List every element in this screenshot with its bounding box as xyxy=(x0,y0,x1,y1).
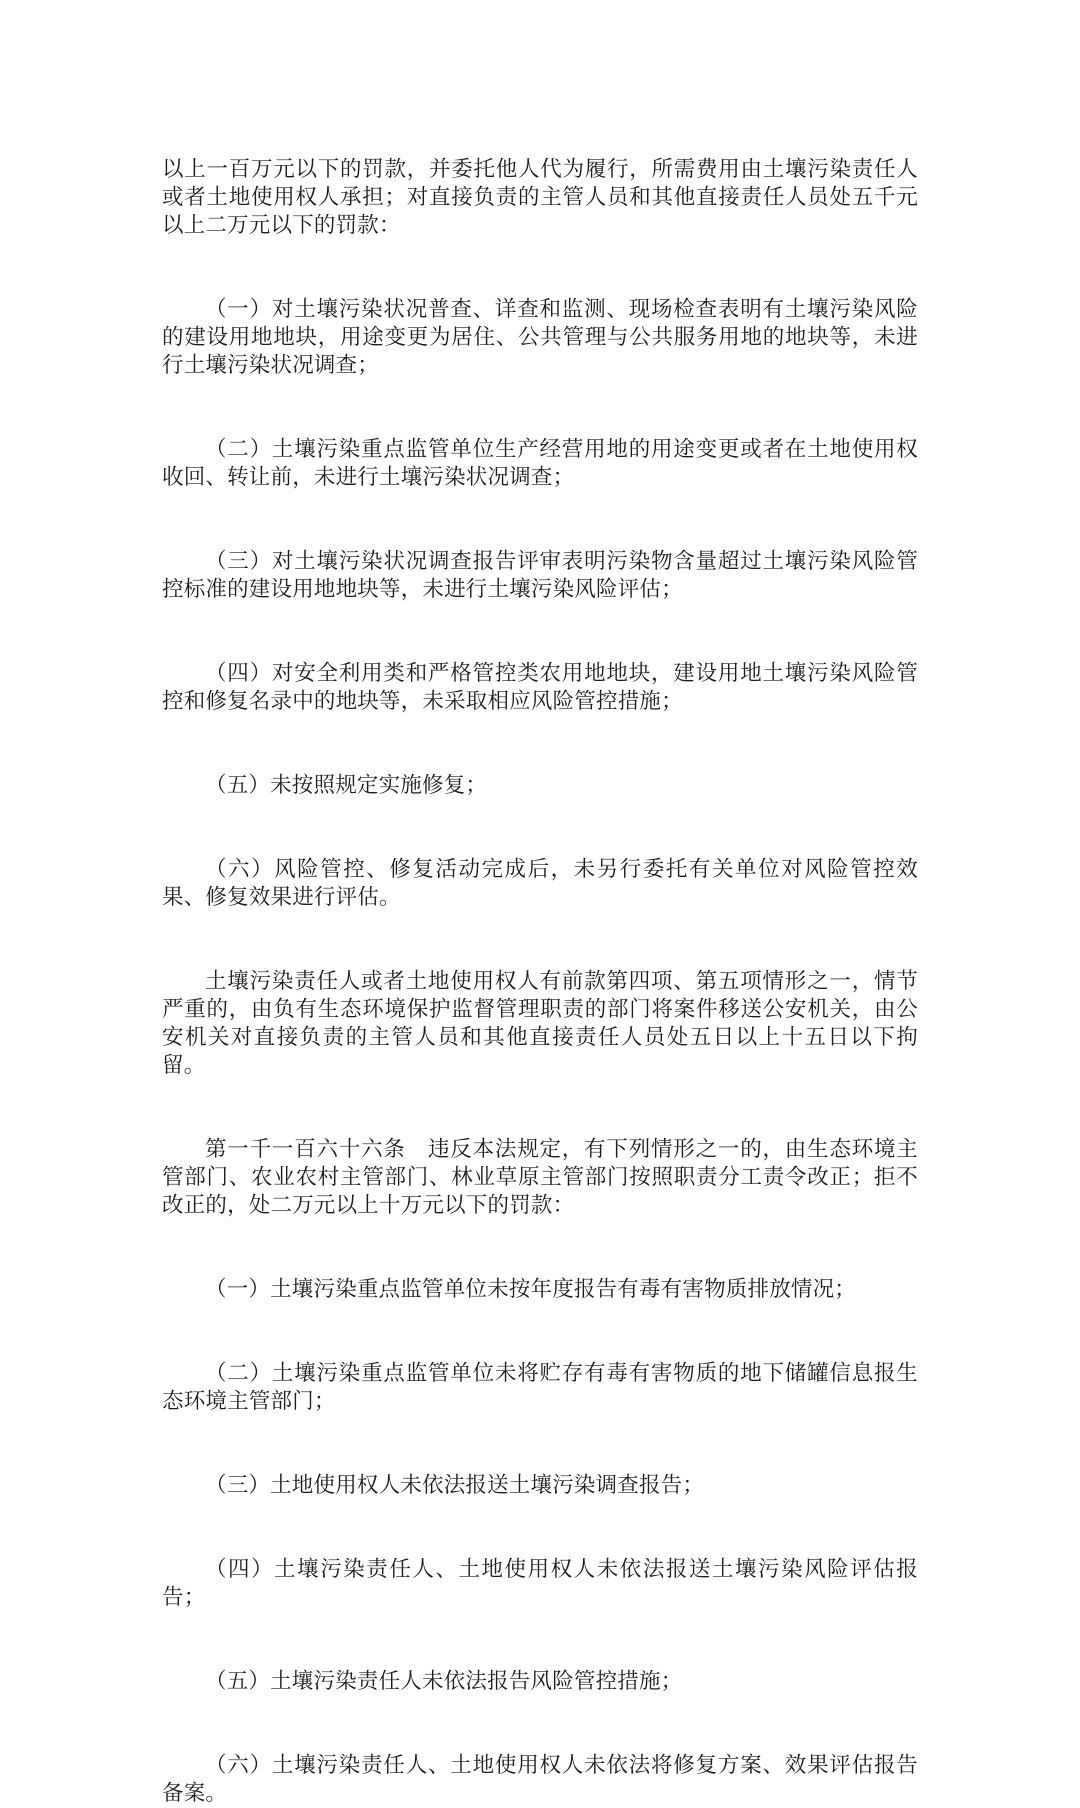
paragraph-article-item-2: （二）土壤污染重点监管单位未将贮存有毒有害物质的地下储罐信息报生态环境主管部门； xyxy=(162,1361,918,1414)
paragraph-article-item-6: （六）土壤污染责任人、土地使用权人未依法将修复方案、效果评估报告备案。 xyxy=(162,1753,918,1806)
paragraph-item-5: （五）未按照规定实施修复； xyxy=(205,773,488,798)
paragraph-intro-continuation: 以上一百万元以下的罚款，并委托他人代为履行，所需费用由土壤污染责任人或者土地使用权人承担；对直接负责的主管人员和其他直接责任人员处五千元以上二万元以下的罚款： xyxy=(162,157,918,238)
paragraph-article-1166: 第一千一百六十六条 违反本法规定，有下列情形之一的，由生态环境主管部门、农业农村主管部门、林业草原主管部门按照职责分工责令改正；拒不改正的，处二万元以上十万元以下的罚款： xyxy=(162,1137,918,1218)
paragraph-article-item-3: （三）土地使用权人未依法报送土壤污染调查报告； xyxy=(205,1473,705,1498)
paragraph-article-item-1: （一）土壤污染重点监管单位未按年度报告有毒有害物质排放情况； xyxy=(205,1277,857,1302)
paragraph-item-1: （一）对土壤污染状况普查、详查和监测、现场检查表明有土壤污染风险的建设用地地块，用途变更为居住、公共管理与公共服务用地的地块等，未进行土壤污染状况调查； xyxy=(162,297,918,378)
paragraph-article-item-4: （四）土壤污染责任人、土地使用权人未依法报送土壤污染风险评估报告； xyxy=(162,1557,918,1610)
paragraph-article-item-5: （五）土壤污染责任人未依法报告风险管控措施； xyxy=(205,1669,683,1694)
paragraph-detention: 土壤污染责任人或者土地使用权人有前款第四项、第五项情形之一，情节严重的，由负有生态环境保护监督管理职责的部门将案件移送公安机关，由公安机关对直接负责的主管人员和其他直接责任人员处五日以上十五日以下拘留。 xyxy=(162,969,918,1078)
paragraph-item-3: （三）对土壤污染状况调查报告评审表明污染物含量超过土壤污染风险管控标准的建设用地地块等，未进行土壤污染风险评估； xyxy=(162,549,918,602)
paragraph-item-4: （四）对安全利用类和严格管控类农用地地块，建设用地土壤污染风险管控和修复名录中的地块等，未采取相应风险管控措施； xyxy=(162,661,918,714)
paragraph-item-6: （六）风险管控、修复活动完成后，未另行委托有关单位对风险管控效果、修复效果进行评估。 xyxy=(162,857,918,910)
paragraph-item-2: （二）土壤污染重点监管单位生产经营用地的用途变更或者在土地使用权收回、转让前，未进行土壤污染状况调查； xyxy=(162,437,918,490)
